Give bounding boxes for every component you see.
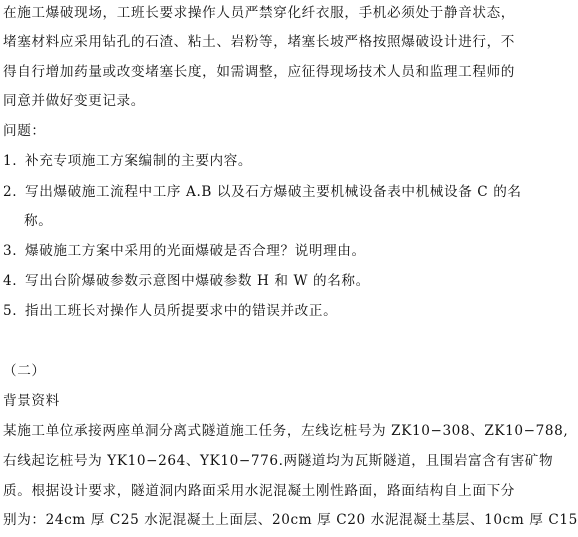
background-line-2: 右线起讫桩号为 YK10−264、YK10−776.两隧道均为瓦斯隧道，且围岩富含有害矿物: [3, 453, 554, 469]
question-text: 爆破施工方案中采用的光面爆破是否合理？说明理由。: [25, 243, 366, 259]
intro-line-2: 堵塞材料应采用钻孔的石渣、粘土、岩粉等，堵塞长坡严格按照爆破设计进行，不: [3, 34, 515, 50]
question-item-5: [3, 302, 515, 320]
intro-line-3: 得自行增加药量或改变堵塞长度，如需调整，应征得现场技术人员和监理工程师的: [3, 64, 515, 80]
question-number: 2.: [3, 184, 18, 200]
intro-line-1: 在施工爆破现场，工班长要求操作人员严禁穿化纤衣服，手机必须处于静音状态，: [3, 5, 515, 21]
question-text: 指出工班长对操作人员所提要求中的错误并改正。: [25, 303, 338, 319]
question-number: 3.: [3, 243, 18, 259]
question-text: 写出台阶爆破参数示意图中爆破参数 H 和 W 的名称。: [25, 273, 370, 289]
background-line-4: 别为：24cm 厚 C25 水泥混凝土上面层、20cm 厚 C20 水泥混凝土基层、10cm 厚 C15: [3, 512, 578, 528]
question-number: 5.: [3, 303, 18, 319]
question-item-2-continuation: 称。: [24, 213, 53, 229]
section-title: （二）: [3, 363, 46, 379]
question-text: 写出爆破施工流程中工序 A.B 以及石方爆破主要机械设备表中机械设备 C 的名: [25, 184, 522, 200]
questions-heading: 问题：: [3, 123, 46, 139]
background-line-1: 某施工单位承接两座单洞分离式隧道施工任务，左线讫桩号为 ZK10−308、ZK10−788,: [3, 423, 569, 439]
question-number: 1.: [3, 153, 18, 169]
background-heading: 背景资料: [3, 393, 60, 409]
intro-line-4: 同意并做好变更记录。: [3, 93, 145, 109]
question-item-4: [3, 272, 515, 290]
question-number: 4.: [3, 273, 18, 289]
question-item-3: [3, 242, 515, 260]
question-item-1: [3, 152, 515, 170]
question-text: 补充专项施工方案编制的主要内容。: [25, 153, 253, 169]
question-item-2: [3, 183, 522, 201]
background-line-3: 质。根据设计要求，隧道洞内路面采用水泥混凝土刚性路面，路面结构自上面下分: [3, 483, 515, 499]
